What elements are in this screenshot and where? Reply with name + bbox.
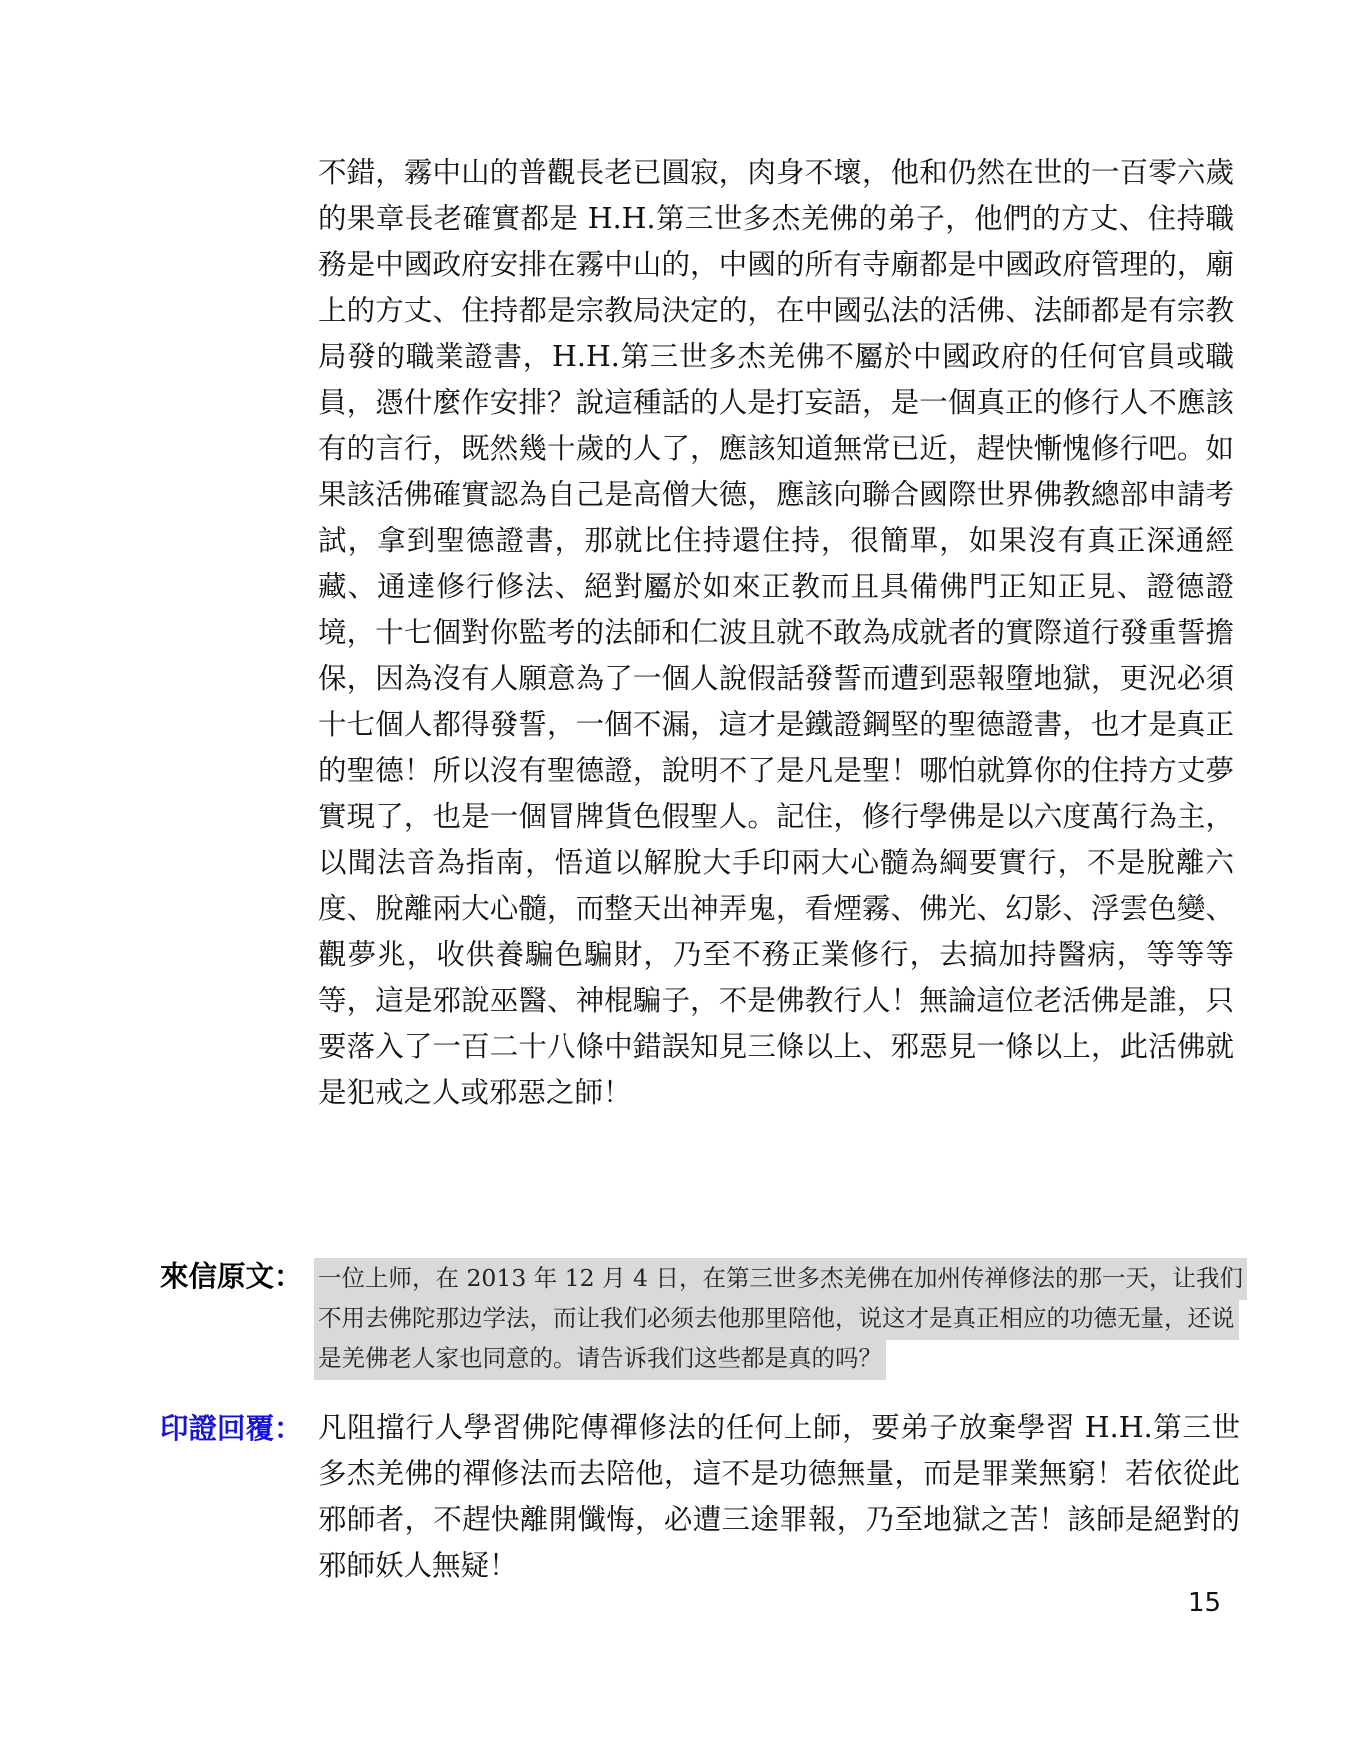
reply-text: 凡阻擋行人學習佛陀傳禪修法的任何上師，要弟子放棄學習 H.H.第三世多杰羌佛的禪修法而去陪他，這不是功德無量，而是罪業無窮！若依從此邪師者，不趕快離開懺悔，必遭三途罪報，乃至地獄之苦！該師是絕對的邪師妖人無疑！ xyxy=(318,1411,1240,1582)
reply-label: 印證回覆： xyxy=(160,1411,303,1445)
letter-text: 一位上师，在 2013 年 12 月 4 日，在第三世多杰羌佛在加州传禅修法的那一天，让我们不用去佛陀那边学法，而让我们必须去他那里陪他，说这才是真正相应的功德无量，还说是羌佛老人家也同意的。请告诉我们这些都是真的吗？ xyxy=(314,1258,1247,1380)
letter-text-block xyxy=(314,1258,1248,1378)
page-number: 15 xyxy=(1188,1588,1222,1618)
letter-label: 來信原文： xyxy=(160,1259,303,1293)
body-paragraph: 不錯，霧中山的普觀長老已圓寂，肉身不壞，他和仍然在世的一百零六歲的果章長老確實都是 H.H.第三世多杰羌佛的弟子，他們的方丈、住持職務是中國政府安排在霧中山的，中國的所有寺廟都是中國政府管理的，廟上的方丈、住持都是宗教局決定的，在中國弘法的活佛、法師都是有宗教局發的職業證書，H.H.第三世多杰羌佛不屬於中國政府的任何官員或職員，憑什麼作安排？說這種話的人是打妄語，是一個真正的修行人不應該有的言行，既然幾十歲的人了，應該知道無常已近，趕快慚愧修行吧。如果該活佛確實認為自己是高僧大德，應該向聯合國際世界佛教總部申請考試，拿到聖德證書，那就比住持還住持，很簡單，如果沒有真正深通經藏、通達修行修法、絕對屬於如來正教而且具備佛門正知正見、證德證境，十七個對你監考的法師和仁波且就不敢為成就者的實際道行發重誓擔保，因為沒有人願意為了一個人說假話發誓而遭到惡報墮地獄，更況必須十七個人都得發誓，一個不漏，這才是鐵證鋼堅的聖德證書，也才是真正的聖德！所以沒有聖德證，說明不了是凡是聖！哪怕就算你的住持方丈夢實現了，也是一個冒牌貨色假聖人。記住，修行學佛是以六度萬行為主，以聞法音為指南，悟道以解脫大手印兩大心髓為綱要實行，不是脫離六度、脫離兩大心髓，而整天出神弄鬼，看煙霧、佛光、幻影、浮雲色變、觀夢兆，收供養騙色騙財，乃至不務正業修行，去搞加持醫病，等等等等，這是邪說巫醫、神棍騙子，不是佛教行人！無論這位老活佛是誰，只要落入了一百二十八條中錯誤知見三條以上、邪惡見一條以上，此活佛就是犯戒之人或邪惡之師！ xyxy=(318,156,1234,1109)
